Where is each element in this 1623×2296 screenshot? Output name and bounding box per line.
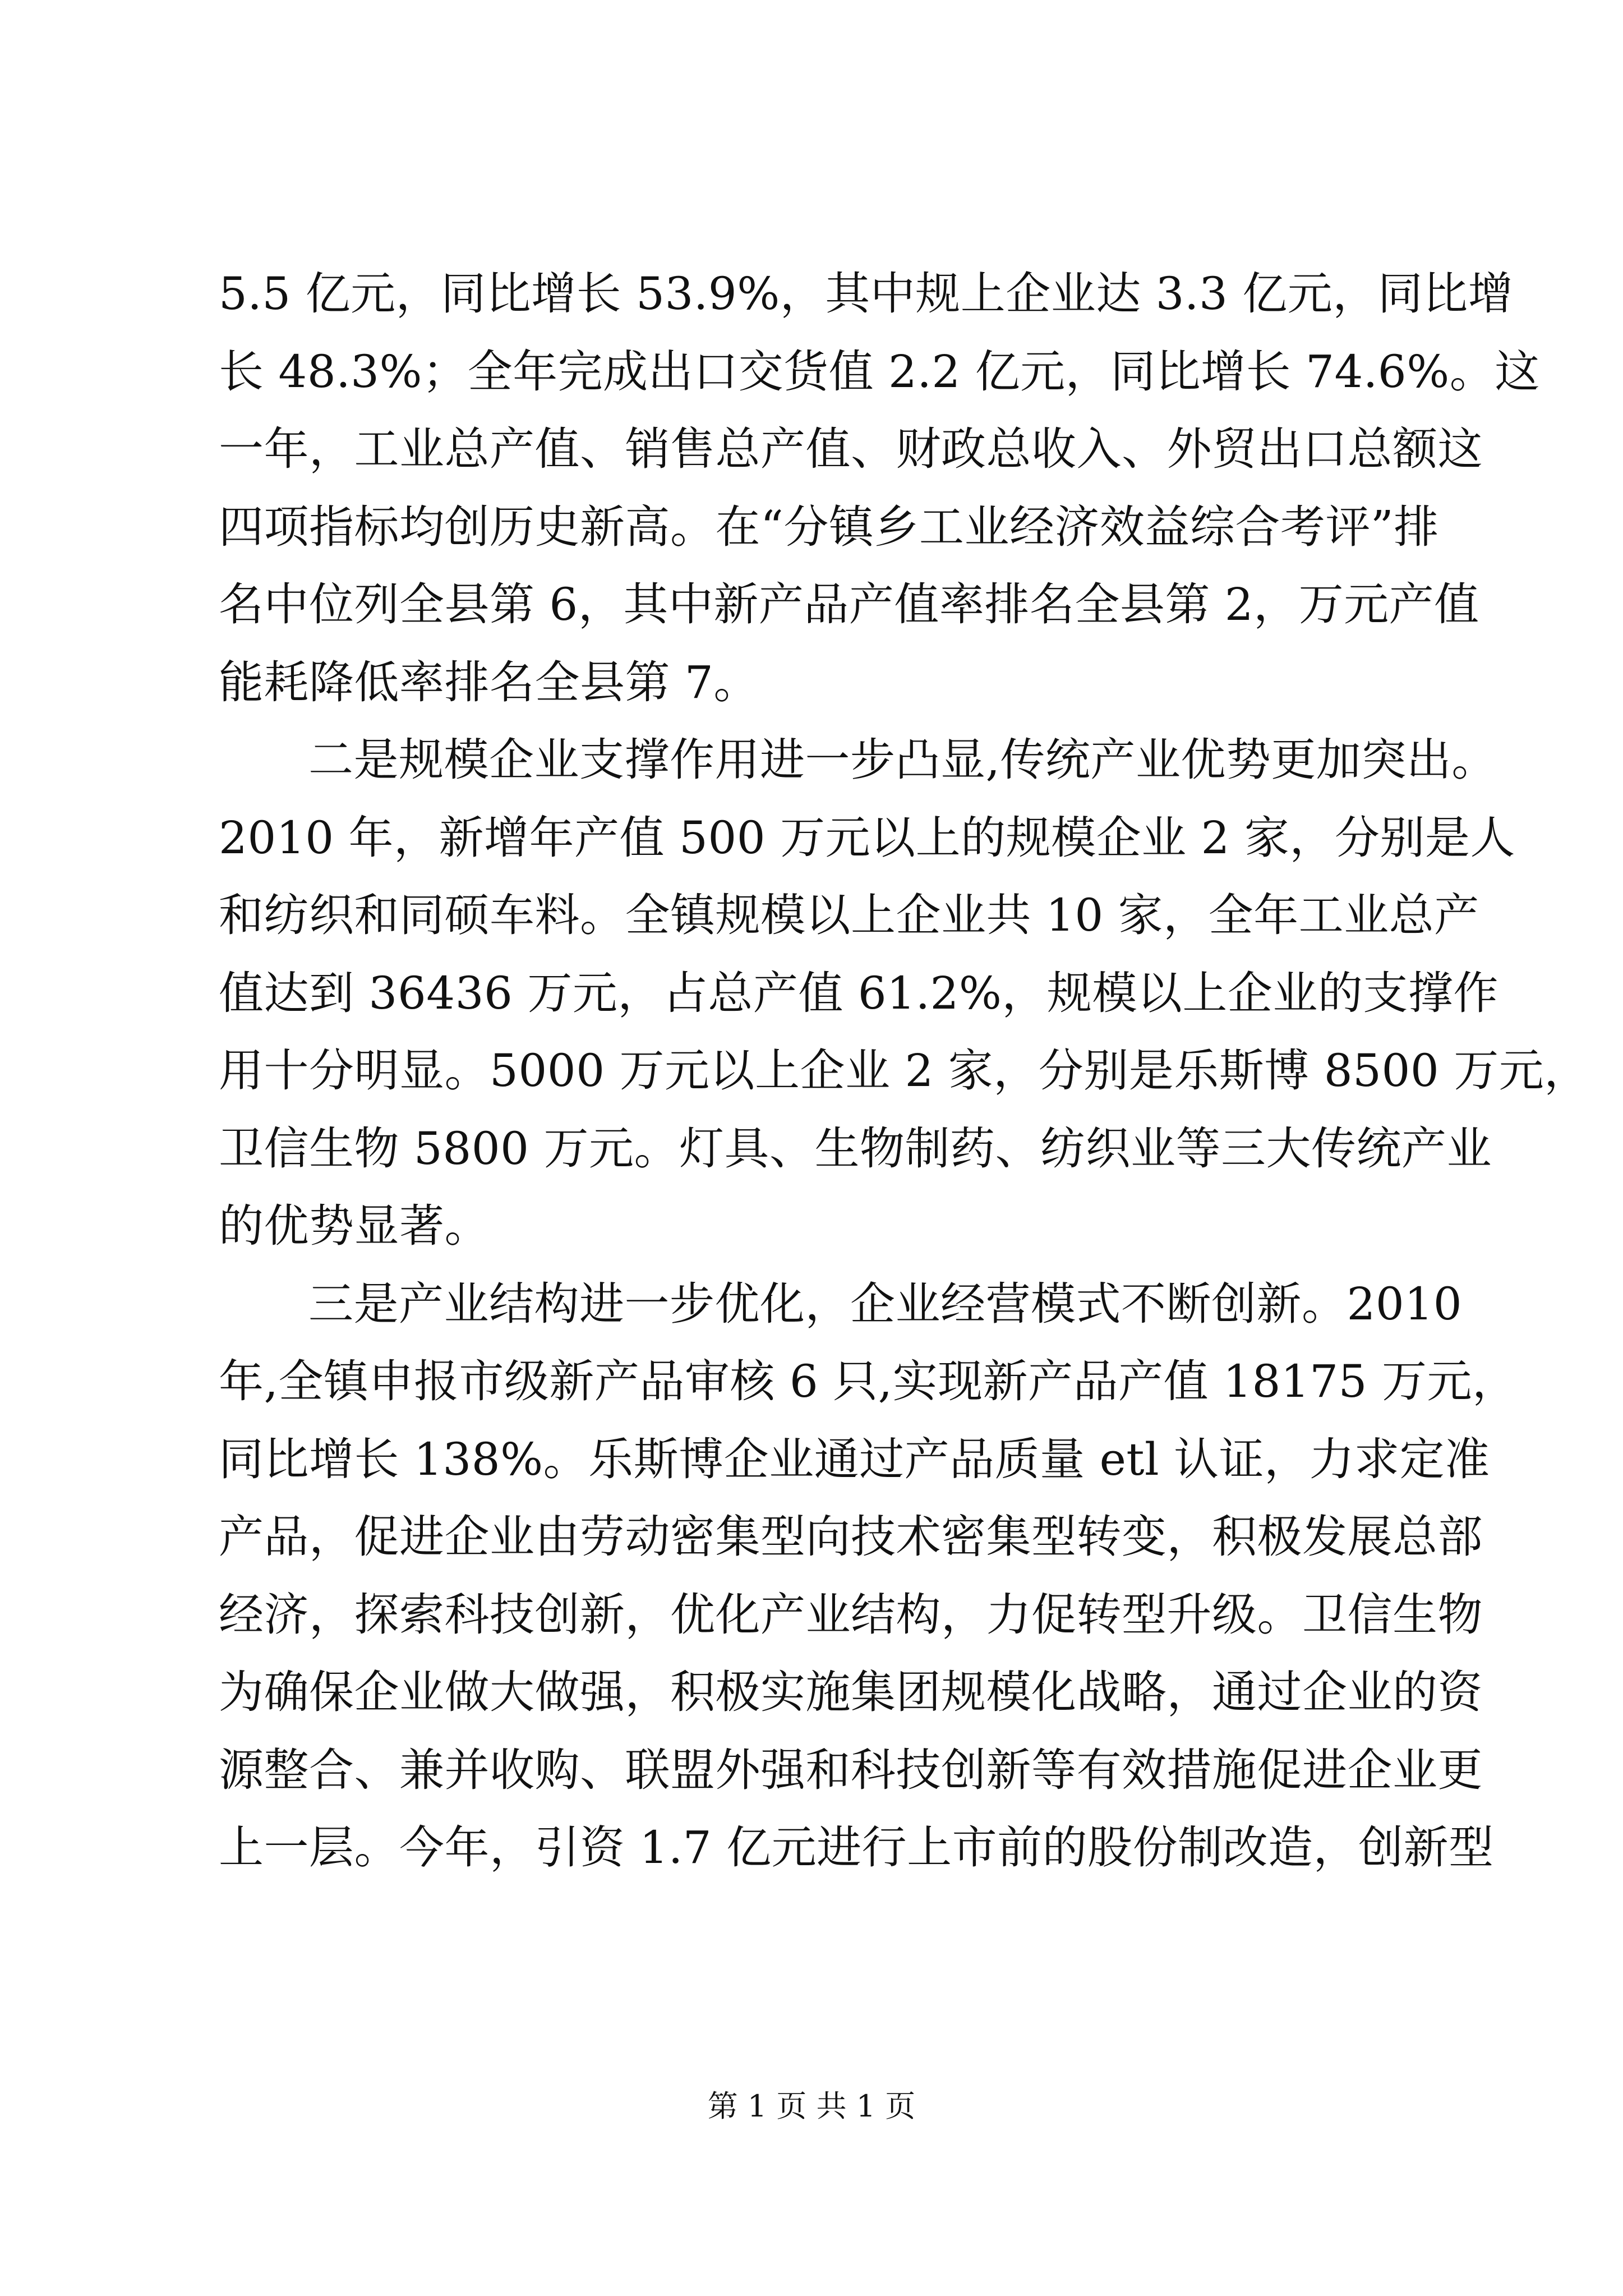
page-footer: 第 1 页 共 1 页: [707, 2088, 916, 2124]
text-line: 5.5 亿元，同比增长 53.9%，其中规上企业达 3.3 亿元，同比增: [219, 268, 1514, 320]
text-line: 值达到 36436 万元，占总产值 61.2%，规模以上企业的支撑作: [219, 967, 1498, 1019]
text-line: 长 48.3%；全年完成出口交货值 2.2 亿元，同比增长 74.6%。这: [219, 345, 1540, 398]
body-text: [219, 255, 1589, 1887]
text-line: 源整合、兼并收购、联盟外强和科技创新等有效措施促进企业更: [219, 1743, 1483, 1796]
text-line: 用十分明显。5000 万元以上企业 2 家，分别是乐斯博 8500 万元，: [219, 1045, 1589, 1097]
text-line: 同比增长 138%。乐斯博企业通过产品质量 etl 认证，力求定准: [219, 1433, 1490, 1485]
text-line: 名中位列全县第 6，其中新产品产值率排名全县第 2，万元产值: [219, 578, 1479, 631]
text-line: 的优势显著。: [219, 1200, 490, 1252]
text-line: 产品，促进企业由劳动密集型向技术密集型转变，积极发展总部: [219, 1511, 1483, 1563]
text-line: 年,全镇申报市级新产品审核 6 只,实现新产品产值 18175 万元，: [219, 1355, 1518, 1407]
text-line: 一年，工业总产值、销售总产值、财政总收入、外贸出口总额这: [219, 423, 1483, 475]
text-line: 和纺织和同硕车料。全镇规模以上企业共 10 家，全年工业总产: [219, 889, 1479, 941]
text-line: 2010 年，新增年产值 500 万元以上的规模企业 2 家，分别是人: [219, 811, 1515, 864]
text-line: 上一层。今年，引资 1.7 亿元进行上市前的股份制改造，创新型: [219, 1821, 1494, 1874]
text-line: 为确保企业做大做强，积极实施集团规模化战略，通过企业的资: [219, 1666, 1483, 1718]
text-line: 经济，探索科技创新，优化产业结构，力促转型升级。卫信生物: [219, 1588, 1483, 1641]
paragraph-start-line: 二是规模企业支撑作用进一步凸显,传统产业优势更加突出。: [308, 734, 1497, 786]
text-line: 能耗降低率排名全县第 7。: [219, 656, 759, 708]
text-line: 卫信生物 5800 万元。灯具、生物制药、纺织业等三大传统产业: [219, 1122, 1492, 1175]
paragraph-start-line: 三是产业结构进一步优化，企业经营模式不断创新。2010: [308, 1277, 1463, 1330]
text-line: 四项指标均创历史新高。在“分镇乡工业经济效益综合考评”排: [219, 500, 1439, 553]
